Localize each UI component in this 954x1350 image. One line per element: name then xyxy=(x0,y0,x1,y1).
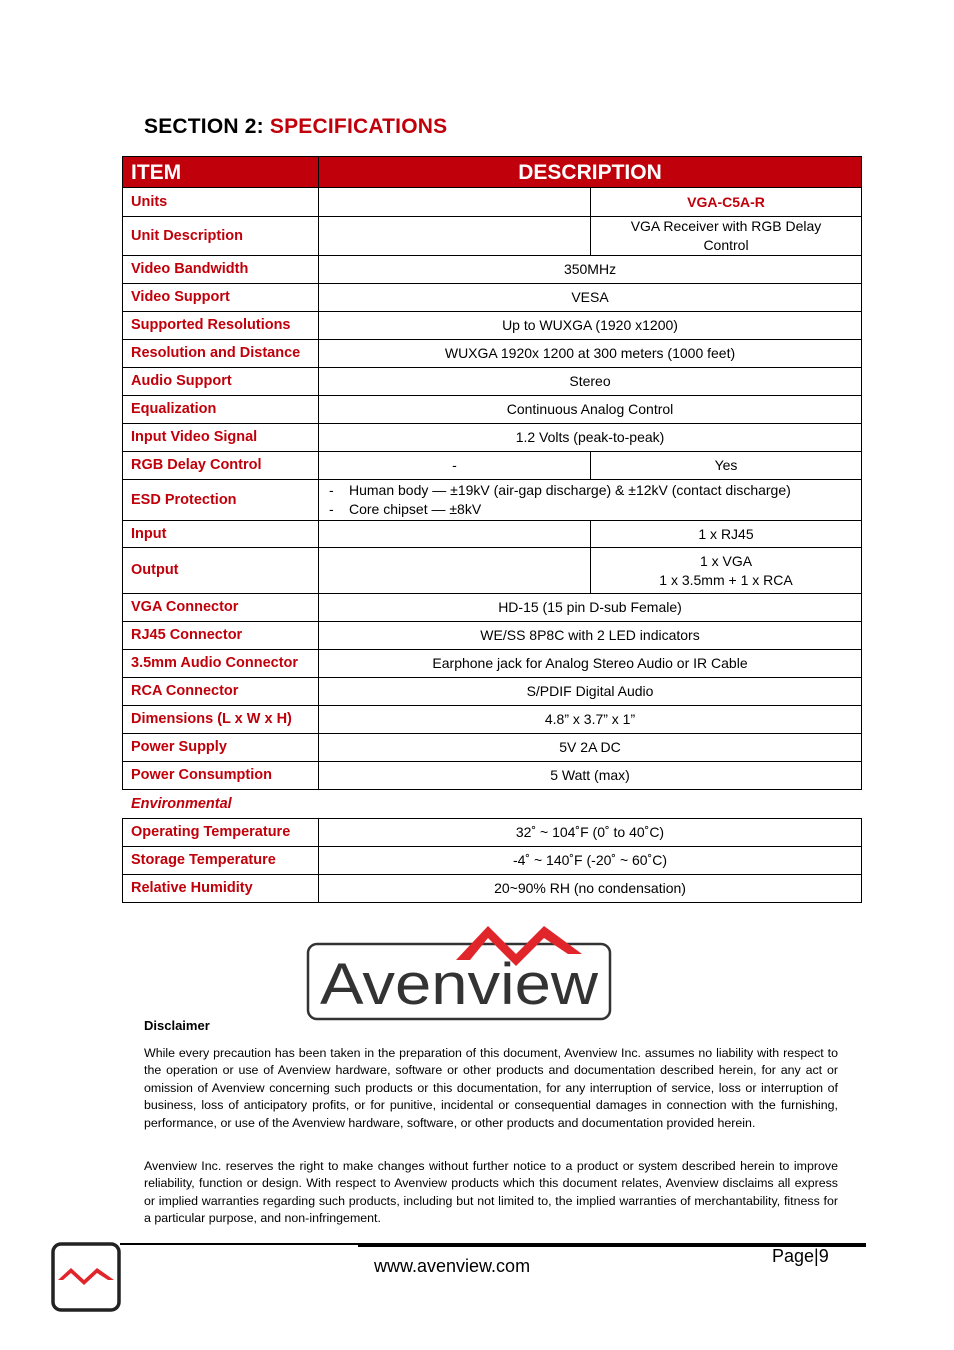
header-item: ITEM xyxy=(123,157,319,188)
row-label: RCA Connector xyxy=(123,678,319,706)
table-row xyxy=(123,312,862,340)
value-line: Control xyxy=(703,237,749,253)
value-line: 1 x VGA xyxy=(699,552,753,569)
table-row xyxy=(123,622,862,650)
row-label: Power Consumption xyxy=(123,762,319,790)
output-value xyxy=(591,548,862,594)
table-row xyxy=(123,734,862,762)
table-row xyxy=(123,875,862,903)
section-heading: SPECIFICATIONS xyxy=(269,115,448,138)
empty-cell xyxy=(319,217,591,256)
table-row xyxy=(123,594,862,622)
row-value: WE/SS 8P8C with 2 LED indicators xyxy=(319,622,862,650)
table-row xyxy=(123,819,862,847)
table-row xyxy=(123,284,862,312)
row-label: Power Supply xyxy=(123,734,319,762)
row-value: VESA xyxy=(319,284,862,312)
row-value: Earphone jack for Analog Stereo Audio or IR Cable xyxy=(319,650,862,678)
page-number: Page|9 xyxy=(772,1246,829,1266)
row-label: ESD Protection xyxy=(123,480,319,521)
table-row xyxy=(123,762,862,790)
row-value: 350MHz xyxy=(319,256,862,284)
table-row xyxy=(123,847,862,875)
units-value: VGA-C5A-R xyxy=(591,188,862,217)
row-label: Supported Resolutions xyxy=(123,312,319,340)
section-prefix: SECTION 2: xyxy=(144,115,270,138)
environmental-table xyxy=(122,818,862,903)
esd-list xyxy=(327,481,853,519)
row-value: 5 Watt (max) xyxy=(319,762,862,790)
table-row xyxy=(123,452,862,480)
row-value: 4.8” x 3.7” x 1” xyxy=(319,706,862,734)
row-value: - xyxy=(319,452,591,480)
esd-value xyxy=(319,480,862,521)
row-value: Continuous Analog Control xyxy=(319,396,862,424)
section-title xyxy=(144,115,447,139)
disclaimer-title: Disclaimer xyxy=(144,1018,210,1033)
empty-cell xyxy=(319,188,591,217)
disclaimer-paragraph: Avenview Inc. reserves the right to make changes without further notice to a product or system described herein to improve reliability, function or design. With respect to Avenview products which this document relates, Avenview disclaims all express or implied warranties regarding such products, including but not limited to, the implied warranties of merchantability, fitness for a particular purpose, and non-infringement. xyxy=(144,1159,838,1226)
row-label: Audio Support xyxy=(123,368,319,396)
table-row xyxy=(123,217,862,256)
row-label: Video Bandwidth xyxy=(123,256,319,284)
row-value: 5V 2A DC xyxy=(319,734,862,762)
row-value: Up to WUXGA (1920 x1200) xyxy=(319,312,862,340)
empty-cell xyxy=(319,548,591,594)
table-row xyxy=(123,368,862,396)
row-label: RJ45 Connector xyxy=(123,622,319,650)
row-label: Equalization xyxy=(123,396,319,424)
table-header xyxy=(123,157,862,188)
table-row xyxy=(123,256,862,284)
table-row xyxy=(123,396,862,424)
row-value: Stereo xyxy=(319,368,862,396)
row-label: Video Support xyxy=(123,284,319,312)
row-label: Input xyxy=(123,521,319,548)
footer-url: www.avenview.com xyxy=(374,1256,531,1276)
unit-description-value xyxy=(591,217,862,256)
list-item: - Human body — ±19kV (air-gap discharge) & ±12kV (contact discharge) xyxy=(327,481,853,500)
row-value: 1.2 Volts (peak-to-peak) xyxy=(319,424,862,452)
row-value: WUXGA 1920x 1200 at 300 meters (1000 feet) xyxy=(319,340,862,368)
row-value: 20~90% RH (no condensation) xyxy=(319,875,862,903)
row-label: 3.5mm Audio Connector xyxy=(123,650,319,678)
row-value: 1 x RJ45 xyxy=(591,521,862,548)
header-description: DESCRIPTION xyxy=(319,157,862,188)
row-value: -4˚ ~ 140˚F (-20˚ ~ 60˚C) xyxy=(319,847,862,875)
row-label: Storage Temperature xyxy=(123,847,319,875)
row-value: S/PDIF Digital Audio xyxy=(319,678,862,706)
table-row xyxy=(123,521,862,548)
logo-wordmark: Avenview xyxy=(320,952,600,1017)
value-line: VGA Receiver with RGB Delay xyxy=(630,218,822,234)
table-row xyxy=(123,340,862,368)
avenview-logo xyxy=(306,918,612,1022)
row-label: Output xyxy=(123,548,319,594)
row-label: Input Video Signal xyxy=(123,424,319,452)
row-value: HD-15 (15 pin D-sub Female) xyxy=(319,594,862,622)
environmental-label: Environmental xyxy=(131,796,232,812)
empty-cell xyxy=(319,521,591,548)
table-row xyxy=(123,188,862,217)
footer-logo-icon xyxy=(51,1242,121,1312)
row-label: Relative Humidity xyxy=(123,875,319,903)
row-label: Unit Description xyxy=(123,217,319,256)
list-item: - Core chipset — ±8kV xyxy=(327,500,853,519)
value-line: 1 x 3.5mm + 1 x RCA xyxy=(659,571,793,588)
row-label: Dimensions (L x W x H) xyxy=(123,706,319,734)
row-label: Operating Temperature xyxy=(123,819,319,847)
row-value: 32˚ ~ 104˚F (0˚ to 40˚C) xyxy=(319,819,862,847)
row-label: RGB Delay Control xyxy=(123,452,319,480)
table-row xyxy=(123,480,862,521)
table-row xyxy=(123,706,862,734)
row-label: Units xyxy=(123,188,319,217)
row-label: VGA Connector xyxy=(123,594,319,622)
table-row xyxy=(123,424,862,452)
disclaimer-paragraph: While every precaution has been taken in the preparation of this document, Avenview Inc. assumes no liability with respect to the operation or use of Avenview hardware, software or other products and documentation described herein, for any act or omission of Avenview concerning such products or this documentation, for any interruption of service, loss or interruption of business, loss of anticipatory profits, or for punitive, incidental or consequential damages in connection with the furnishing, performance, or use of the Avenview hardware, software, or other products and documentation provided herein. xyxy=(144,1046,838,1130)
row-label: Resolution and Distance xyxy=(123,340,319,368)
row-value: Yes xyxy=(591,452,862,480)
specifications-table xyxy=(122,156,862,790)
table-row xyxy=(123,678,862,706)
table-row xyxy=(123,548,862,594)
table-row xyxy=(123,650,862,678)
